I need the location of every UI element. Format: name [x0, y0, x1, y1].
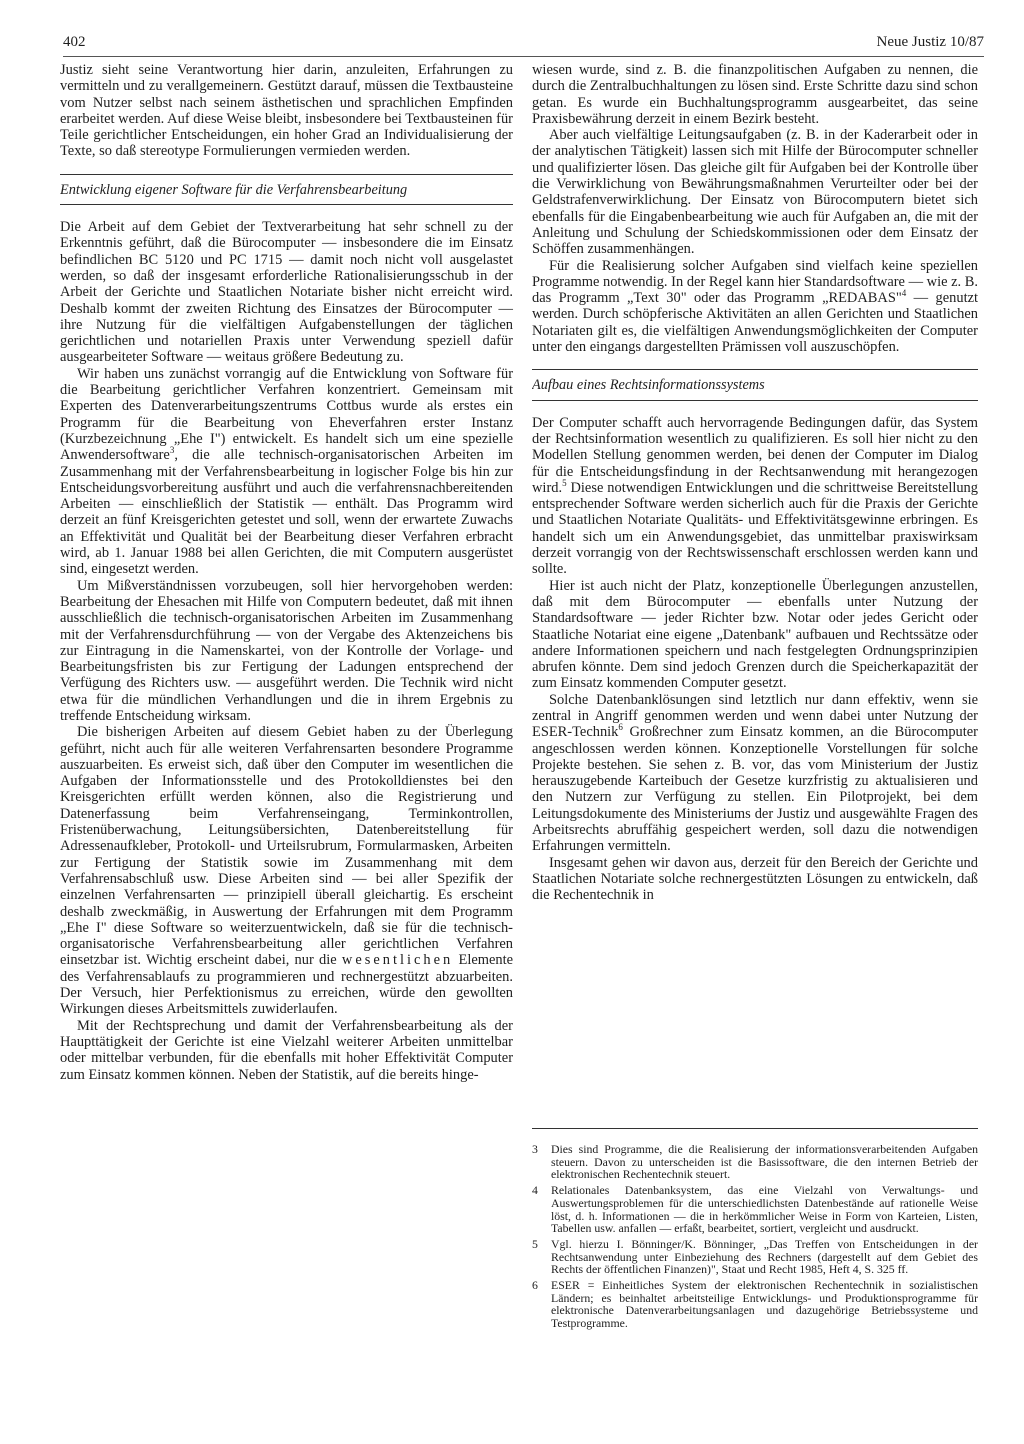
text-run: Für die Realisierung solcher Aufgaben sind vielfach keine speziellen Programme notwendig. In der Regel kann hier Standardsoftware — wie z. B. das Programm „Text 30" oder das Programm „REDABAS": [532, 257, 978, 307]
paragraph: [60, 724, 513, 1017]
paragraph: Hier ist auch nicht der Platz, konzeptionelle Überlegungen anzustellen, daß mit dem Bürocomputer — ebenfalls unter Nutzung der Standardsoftware — jeder Richter bzw. Notar oder jedes Gericht oder Staatliche Notariat eine eigene „Datenbank" aufbauen und Rechtssätze oder andere Informationen speichern und nach festgelegten Ordnungsprinzipien abrufen könnte. Dem sind jedoch Grenzen durch die Speicherkapazität der zum Einsatz kommenden Computer gesetzt.: [532, 577, 978, 692]
right-column: [532, 62, 978, 904]
paragraph: Um Mißverständnissen vorzubeugen, soll hier hervorgehoben werden: Bearbeitung der Ehesachen mit Hilfe von Computern bedeutet, daß mit ihnen ausschließlich die technisch-organisatorischen Arbeiten im Zusammenhang mit der Verfahrensdurchführung — von der Vergabe des Aktenzeichens bis zur Eintragung in die Namenskartei, von der Kontrolle der Vorlage- und Bearbeitungsfristen bis zur Fertigung der Ladungen entsprechend der Verfügung des Richters usw. — ausgeführt werden. Die Technik wird nicht etwa für die mündlichen Verhandlungen und die in ihrem Ergebnis zu treffende Entscheidung wirksam.: [60, 577, 513, 724]
text-run: , die alle technisch-organisatorischen Arbeiten im Zusammenhang mit der Verfahrensbearbeitung in logischer Folge bis hin zur Entscheidungsvorbereitung ausführt und auch die verfahrensnachbereitenden Arbeiten — einschließlich der Statistik — enthält. Das Programm wird derzeit an fünf Kreisgerichten getestet und soll, wenn der erwartete Zuwachs an Effektivität und Qualität bei der Bearbeitung dieser Verfahren erbracht wird, ab 1. Januar 1988 bei allen Gerichten, die mit Computern ausgerüstet sind, eingesetzt werden.: [60, 447, 513, 578]
footnote: [532, 1279, 978, 1330]
section-heading-rechtsinformation: Aufbau eines Rechtsinformationssystems: [532, 369, 978, 400]
text-run: Solche Datenbanklösungen sind letztlich nur dann effektiv, wenn sie zentral in Angriff genommen werden und wenn dabei unter Nutzung der ESER-Technik: [532, 691, 978, 741]
footnotes: [532, 1128, 978, 1333]
paragraph: Insgesamt gehen wir davon aus, derzeit für den Bereich der Gerichte und Staatlichen Notariate solche rechnergestützten Lösungen zu entwickeln, daß die Rechentechnik in: [532, 854, 978, 904]
footnote-number: 3: [532, 1142, 538, 1156]
footnote-text: Vgl. hierzu I. Bönninger/K. Bönninger, „Das Treffen von Entscheidungen in der Rechtsanwendung unter Einbeziehung des Rechners (dargestellt auf dem Gebiet des Rechts der öffentlichen Finanzen)", Staat und Recht 1985, Heft 4, S. 325 ff.: [551, 1236, 978, 1277]
footnote-ref: 4: [901, 288, 907, 299]
text-run: Großrechner zum Einsatz kommen, an die Bürocomputer angeschlossen werden können. Konzeptionelle Vorstellungen für solche Projekte bestehen. Sie sehen z. B. vor, das vom Ministerium der Justiz herauszugebende Karteibuch der Gesetze kurzfristig zu aktualisieren und den Nutzern zur Verfügung zu stellen. Ein Pilotprojekt, bei dem Leitungsdokumente des Ministeriums der Justiz und ausgewählte Fragen des Arbeitsrechts abruffähig gespeichert werden, soll dazu die notwendigen Erfahrungen vermitteln.: [532, 724, 978, 855]
paragraph: Die Arbeit auf dem Gebiet der Textverarbeitung hat sehr schnell zu der Erkenntnis geführt, daß die Bürocomputer — insbesondere die im Einsatz befindlichen BC 5120 und PC 1715 — damit noch nicht voll ausgelastet werden, so daß der insgesamt erforderliche Rationalisierungsschub in der Arbeit der Gerichte und Staatlichen Notariate bisher nicht erreicht wird. Deshalb kommt der zweiten Richtung des Einsatzes der Bürocomputer — ihre Nutzung für die vielfältigen Aufgabenstellungen der täglichen gerichtlichen und notariellen Praxis unter Verwendung speziell dafür ausgearbeiteter Software — weitaus größere Bedeutung zu.: [60, 219, 513, 366]
paragraph: Mit der Rechtsprechung und damit der Verfahrensbearbeitung als der Haupttätigkeit der Gerichte ist eine Vielzahl weiterer Arbeiten unmittelbar oder mittelbar verbunden, für die ebenfalls mit hoher Effektivität Computer zum Einsatz kommen können. Neben der Statistik, auf die bereits hinge-: [60, 1017, 513, 1083]
paragraph: [532, 692, 978, 855]
paragraph: Aber auch vielfältige Leitungsaufgaben (z. B. in der Kaderarbeit oder in der analytischen Tätigkeit) lassen sich mit Hilfe der Bürocomputer schneller und qualifizierter lösen. Das gleiche gilt für Aufgaben bei der Kontrolle über die Verwirklichung von Bewährungsmaßnahmen Verurteilter oder bei der Geldstrafenverwirklichung. Der Einsatz von Bürocomputern bietet sich ebenfalls für die Eingabenbearbeitung wie auch für Aufgaben an, die mit der Anleitung und Schulung der Schiedskommissionen oder dem Einsatz der Schöffen zusammenhängen.: [532, 127, 978, 258]
footnote-ref: 6: [618, 722, 623, 733]
footnote-text: Dies sind Programme, die die Realisierung der informationsverarbeitenden Aufgaben steuern. Davon zu unterscheiden ist die Basissoftware, die den internen Betrieb der elektronischen Rechentechnik steuert.: [551, 1142, 978, 1182]
footnote-ref: 3: [169, 445, 175, 456]
page-header: [63, 34, 984, 57]
footnote-text: ESER = Einheitliches System der elektronischen Rechentechnik in sozialistischen Ländern; es beinhaltet arbeitsteilige Entwicklungs- und Produktionsprogramme für elektronische Datenverarbeitungsanlagen und dazugehörige Betriebssysteme und Testprogramme.: [551, 1278, 978, 1331]
footnote-number: 5: [532, 1236, 538, 1251]
footnote-ref: 5: [562, 478, 567, 489]
journal-issue: Neue Justiz 10/87: [876, 34, 984, 50]
page-number: 402: [63, 34, 86, 50]
section-heading-software: Entwicklung eigener Software für die Verfahrensbearbeitung: [60, 174, 513, 205]
text-run: Wir haben uns zunächst vorrangig auf die Entwicklung von Software für die Bearbeitung gerichtlicher Verfahren konzentriert. Gemeinsam mit Experten des Datenverarbeitungszentrums Cottbus wurde als erstes ein Programm für die Bearbeitung von Eheverfahren erster Instanz (Kurzbezeichnung „Ehe I") entwickelt. Es handelt sich um eine spezielle Anwendersoftware: [60, 365, 513, 464]
footnote-number: 6: [532, 1278, 538, 1293]
text-run: Die bisherigen Arbeiten auf diesem Gebiet haben zu der Überlegung geführt, nicht auch für alle weiteren Verfahrensarten besondere Programme auszuarbeiten. Es erweist sich, daß über den Computer im wesentlichen die Aufgaben der Informationsstelle und des Protokolldienstes bei den Kreisgerichten erfüllt werden können, also die Registrierung und Datenerfassung beim Verfahrenseingang, Terminkontrollen, Fristenüberwachung, Leitungsübersichten, Datenbereitstellung für Adressenaufkleber, Protokoll- und Urteilsrubrum, Formularmasken, Arbeiten zur Fertigung der Statistik sowie im Zusammenhang mit dem Verfahrensabschluß usw. Diese Arbeiten sind — bei aller Spezifik der einzelnen Verfahrensarten — prinzipiell überall gleichartig. Es erscheint deshalb zweckmäßig, in Auswertung der Erfahrungen mit dem Programm „Ehe I" diese Software so weiterzuentwickeln, daß sie für die technisch-organisatorische Verfahrensbearbeitung aller gerichtlichen Verfahren einsetzbar ist. Wichtig erscheint dabei, nur die: [60, 724, 513, 969]
footnote: [532, 1143, 978, 1181]
text-run: Der Computer schafft auch hervorragende Bedingungen dafür, das System der Rechtsinformation wesentlich zu qualifizieren. Es soll hier nicht zu den Modellen Stellung genommen werden, bei denen der Computer im Dialog für die Entscheidungsfindung in der Rechtsanwendung mit herangezogen wird.: [532, 414, 978, 496]
emphasis-spaced: wesentlichen: [341, 952, 454, 969]
paragraph-intro-continued: Justiz sieht seine Verantwortung hier darin, anzuleiten, Erfahrungen zu vermitteln und zu verallgemeinern. Gestützt darauf, müssen die Textbausteine vom Nutzer selbst nach seinem ästhetischen und sprachlichen Empfinden erarbeitet werden. Auf diese Weise bleibt, insbesondere bei Textbausteinen für Teile gerichtlicher Entscheidungen, ein hoher Grad an Individualisierung der Texte, so daß stereotype Formulierungen vermieden werden.: [60, 62, 513, 160]
paragraph: [532, 415, 978, 578]
footnote-number: 4: [532, 1183, 538, 1198]
footnote: [532, 1238, 978, 1276]
footnote-text: Relationales Datenbanksystem, das eine Vielzahl von Verwaltungs- und Auswertungsproblemen für die unterschiedlichsten Datenbestände auf rationelle Weise löst, d. h. Informationen — die in herkömmlicher Weise in Form von Karteien, Listen, Tabellen usw. anfallen — erfaßt, bearbeitet, sortiert, vergleicht und ausdruckt.: [551, 1183, 978, 1236]
paragraph-continued: wiesen wurde, sind z. B. die finanzpolitischen Aufgaben zu nennen, die durch die Zentralbuchhaltungen zu lösen sind. Erste Schritte dazu sind schon getan. Es wurde ein Buchhaltungsprogramm ausgearbeitet, das seine Praxisbewährung derzeit in einem Bezirk besteht.: [532, 62, 978, 127]
text-run: — genutzt werden. Durch schöpferische Aktivitäten an allen Gerichten und Staatlichen Notariaten gilt es, die vielfältigen Anwendungsmöglichkeiten der Computer unter den eingangs dargestellten Prämissen voll auszuschöpfen.: [532, 290, 979, 356]
paragraph: [60, 366, 513, 578]
footnote: [532, 1184, 978, 1235]
text-run: Elemente des Verfahrensablaufs zu programmieren und rechnergestützt abzuarbeiten. Der Versuch, hier Perfektionismus zu erreichen, würde den gewollten Wirkungen dieses Arbeitsmittels zuwiderlaufen.: [60, 952, 514, 1018]
left-column: [60, 62, 513, 1083]
paragraph: [532, 258, 978, 356]
text-run: Diese notwendigen Entwicklungen und die schrittweise Bereitstellung entsprechender Software werden sicherlich auch für die Praxis der Gerichte und Staatlichen Notariate Qualitäts- und Effektivitätsgewinne erbringen. Es handelt sich um ein Anwendungsgebiet, das unmittelbar praxiswirksam derzeit vorrangig von der Rechtswissenschaft erschlossen werden kann und sollte.: [532, 479, 978, 578]
